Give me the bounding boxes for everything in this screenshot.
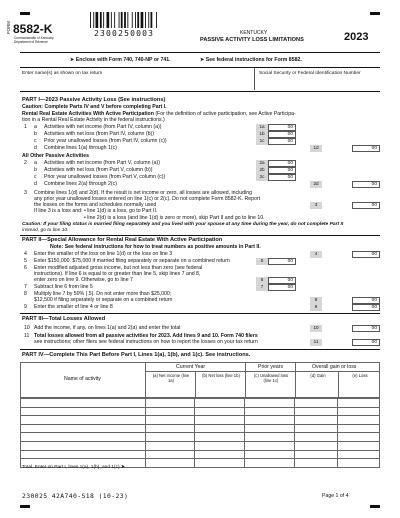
amount-11[interactable]: 00 [352, 339, 380, 346]
taxpayer-name-label: Enter name(s) as shown on tax return [22, 71, 103, 76]
amount-10[interactable]: 00 [352, 325, 380, 332]
amount-cell[interactable] [295, 424, 338, 433]
amount-cell[interactable] [245, 433, 295, 442]
part2-title: PART II—Special Allowance for Rental Real Estate With Active Participation [22, 237, 223, 243]
activity-name-cell[interactable] [21, 399, 146, 408]
line-1d-label: Combine lines 1(a) through 1(c) [44, 145, 117, 151]
col-a-header: (a) Net income (line 1a) [152, 373, 190, 383]
footer-code: 230025 42A740-S18 (10-23) [22, 492, 129, 500]
amount-7[interactable]: 00 [268, 284, 296, 291]
line-letter: b [34, 167, 37, 173]
registration-mark [370, 12, 380, 15]
amount-cell[interactable] [338, 433, 380, 442]
line-7-label: Subtract line 6 from line 5 [34, 284, 93, 290]
amount-2c[interactable]: 00 [268, 174, 296, 181]
line-box-5: 5 [256, 258, 268, 265]
table-row [21, 441, 380, 450]
line-number: 7 [24, 284, 27, 290]
activity-name-cell[interactable] [21, 433, 146, 442]
col-divider [195, 371, 196, 398]
amount-cell[interactable] [245, 424, 295, 433]
caution-separate-b: instead, go to line 10. [22, 228, 69, 233]
line-letter: d [34, 145, 37, 151]
amount-cell[interactable] [195, 441, 245, 450]
table-row [21, 433, 380, 442]
line-box-6: 6 [256, 277, 268, 284]
activity-name-cell[interactable] [21, 450, 146, 459]
table-row [21, 424, 380, 433]
line-box-11: 11 [310, 339, 322, 346]
group-prior-header: Prior years [258, 364, 284, 370]
line-8-text-b: $12,500 if filing separately or separate on a combined return [34, 297, 173, 303]
barcode [90, 12, 180, 28]
line-8-text-a: Multiply line 7 by 50% (.5). Do not enter more than $25,000; [34, 291, 172, 297]
col-c-header: (c) Unallowed loss (line 1c) [253, 373, 289, 383]
col-b-header: (b) Net loss (line 1b) [202, 373, 240, 378]
line-number: 9 [24, 304, 27, 310]
col-d-header: (d) Gain [310, 373, 326, 378]
barcode-number: 2300250003 [94, 29, 155, 38]
amount-cell[interactable] [338, 424, 380, 433]
amount-5[interactable]: 00 [268, 258, 296, 265]
amount-cell[interactable] [338, 399, 380, 408]
line-number: 5 [24, 258, 27, 264]
line-6-text-a: Enter modified adjusted gross income, but not less than zero (see federal [34, 265, 203, 271]
line-letter: b [34, 131, 37, 137]
agency-line2: Department of Revenue [14, 40, 48, 44]
amount-cell[interactable] [145, 399, 195, 408]
line-11-text-a: Total losses allowed from all passive activities for 2023. Add lines 9 and 10. Form 740 filers [34, 333, 258, 339]
part1-title: PART I—2023 Passive Activity Loss (See instructions) [22, 97, 166, 103]
line-5-label: Enter $150,000. $75,000 if married filing separately or separate on a combined return [34, 258, 230, 264]
line-1a-label: Activities with net income (from Part IV, column (a)) [44, 124, 162, 130]
line-3-text-a: Combine lines 1(d) and 2(d). If the result is net income or zero, all losses are allowed, including [34, 190, 252, 196]
line-3-option-1: line 1(d) is a loss, go to Part II. [87, 208, 158, 214]
amount-cell[interactable] [145, 416, 195, 425]
amount-cell[interactable] [338, 450, 380, 459]
amount-cell[interactable] [338, 407, 380, 416]
line-6-text-b: instructions). If line 6 is equal to or greater than line 5, skip lines 7 and 8, [34, 271, 201, 277]
amount-cell[interactable] [145, 433, 195, 442]
row-divider [145, 371, 380, 372]
amount-3[interactable]: 00 [352, 202, 380, 209]
amount-1d[interactable]: 00 [352, 145, 380, 152]
agency-line1: Commonwealth of Kentucky [14, 36, 54, 40]
col-name-header: Name of activity [64, 376, 101, 382]
divider [20, 91, 380, 92]
line-box-10: 10 [310, 325, 322, 332]
amount-cell[interactable] [245, 459, 295, 468]
form-title: PASSIVE ACTIVITY LOSS LIMITATIONS [200, 37, 304, 43]
enclose-note: ➤ Enclose with Form 740, 740-NP or 741. [70, 57, 171, 63]
line-box-1d: 1d [310, 145, 322, 152]
registration-mark [20, 505, 30, 508]
page-number: Page 1 of 4 [322, 493, 349, 499]
amount-cell[interactable] [195, 450, 245, 459]
line-3-text-e: • line 1(d) is a loss, go to Part II. [84, 208, 158, 214]
part4-title: PART IV—Complete This Part Before Part I, Lines 1(a), 1(b), and 1(c). See instructions. [22, 352, 251, 358]
col-e-header: (e) Loss [352, 373, 368, 378]
taxpayer-ssn-label: Social Security or Federal Identification Number [259, 71, 361, 76]
line-box-2c: 2c [256, 174, 268, 181]
amount-cell[interactable] [245, 407, 295, 416]
line-box-2a: 2a [256, 160, 268, 167]
line-1c-label: Prior year unallowed losses (from Part IV, column (c)) [44, 138, 167, 144]
line-number: 1 [24, 124, 27, 130]
amount-6[interactable]: 00 [268, 277, 296, 284]
line-10-label: Add the income, if any, on lines 1(a) and 2(a) and enter the total [34, 325, 181, 331]
amount-1c[interactable]: 00 [268, 138, 296, 145]
line-letter: a [34, 124, 37, 130]
table-row [21, 407, 380, 416]
line-box-2d: 2d [310, 181, 322, 188]
amount-cell[interactable] [295, 399, 338, 408]
line-number: 8 [24, 291, 27, 297]
form-number: 8582-K [13, 22, 53, 36]
rental-heading-rest: (For the definition of active participation, see Active Participa- [153, 111, 296, 117]
line-box-3: 3 [310, 202, 322, 209]
amount-cell[interactable] [295, 407, 338, 416]
line-6-text-c: enter zero on line 9. Otherwise, go to line 7 [34, 277, 133, 283]
line-box-2b: 2b [256, 167, 268, 174]
amount-cell[interactable] [245, 416, 295, 425]
col-divider [245, 362, 246, 398]
line-box-1c: 1c [256, 138, 268, 145]
form-prefix: FORM [6, 21, 11, 34]
amount-cell[interactable] [245, 441, 295, 450]
part2-note: Note: See federal instructions for how to treat numbers as positive amounts in Part II. [50, 244, 261, 250]
amount-cell[interactable] [245, 450, 295, 459]
line-number: 3 [24, 190, 27, 196]
amount-9[interactable]: 00 [352, 304, 380, 311]
col-divider [145, 362, 146, 398]
line-4-label: Enter the smaller of the loss on line 1(d) or the loss on line 3 [34, 251, 173, 257]
line-2c-label: Prior year unallowed losses (from Part V, column (c)) [44, 174, 166, 180]
activity-name-cell[interactable] [21, 416, 146, 425]
amount-cell[interactable] [295, 459, 338, 468]
line-3-text-c: the losses on the forms and schedules normally used [34, 202, 157, 208]
line-number: 6 [24, 265, 27, 271]
divider [20, 235, 380, 236]
registration-mark [370, 505, 380, 508]
part3-title: PART III—Total Losses Allowed [22, 316, 106, 322]
amount-cell[interactable] [295, 441, 338, 450]
line-box-4: 4 [310, 251, 322, 258]
amount-cell[interactable] [195, 459, 245, 468]
line-box-9: 9 [310, 304, 322, 311]
registration-mark [20, 12, 30, 15]
line-number: 10 [24, 325, 30, 331]
other-passive-heading: All Other Passive Activities [22, 153, 89, 159]
divider [20, 349, 380, 350]
total-label: Total. Enter on Part I, lines 1(a), 1(b), and 1(c) ➤ [22, 465, 125, 470]
amount-cell[interactable] [145, 450, 195, 459]
amount-cell[interactable] [295, 416, 338, 425]
amount-2d[interactable]: 00 [352, 181, 380, 188]
amount-cell[interactable] [195, 407, 245, 416]
line-3-text-f: • line 2(d) is a loss (and line 1(d) is zero or more), skip Part II and go to line 10. [84, 215, 265, 221]
amount-cell[interactable] [195, 433, 245, 442]
amount-cell[interactable] [338, 459, 380, 468]
amount-cell[interactable] [145, 407, 195, 416]
line-3-text-b: any prior year unallowed losses entered on line 1(c) or 2(c). Do not complete Form 8582-K. Report [34, 196, 261, 202]
divider [20, 313, 380, 314]
table-row [21, 450, 380, 459]
amount-cell[interactable] [145, 424, 195, 433]
tax-year: 2023 [344, 31, 369, 43]
amount-4[interactable]: 00 [352, 251, 380, 258]
amount-cell[interactable] [195, 416, 245, 425]
table-row [21, 399, 380, 408]
line-box-1b: 1b [256, 131, 268, 138]
activity-table [20, 398, 380, 468]
amount-cell[interactable] [338, 441, 380, 450]
rental-heading-bold: Rental Real Estate Activities With Active Participation [22, 111, 154, 117]
table-row [21, 416, 380, 425]
activity-name-cell[interactable] [21, 424, 146, 433]
line-number: 2 [24, 160, 27, 166]
line-3-text-d: If line 3 is a loss and: [34, 208, 83, 214]
line-2b-label: Activities with net loss (from Part V, column (b)) [44, 167, 153, 173]
amount-2b[interactable]: 00 [268, 167, 296, 174]
col-divider [295, 362, 296, 398]
line-box-7: 7 [256, 284, 268, 291]
amount-1b[interactable]: 00 [268, 131, 296, 138]
amount-cell[interactable] [338, 416, 380, 425]
line-letter: a [34, 160, 37, 166]
part1-caution: Caution: Complete Parts IV and V before completing Part I. [22, 104, 167, 110]
line-2d-label: Combine lines 2(a) through 2(c) [44, 181, 117, 187]
line-9-label: Enter the smaller of line 4 or line 8 [34, 304, 113, 310]
line-11-text-b: see instructions; other filers see federal instructions on how to report the losses on your tax return [34, 339, 258, 345]
amount-cell[interactable] [295, 433, 338, 442]
group-overall-header: Overall gain or loss [312, 364, 357, 370]
line-2a-label: Activities with net income (from Part V, column (a)) [44, 160, 160, 166]
amount-cell[interactable] [145, 459, 195, 468]
amount-8[interactable]: 00 [352, 297, 380, 304]
amount-1a[interactable]: 00 [268, 124, 296, 131]
line-box-1a: 1a [256, 124, 268, 131]
rental-heading-line2: tion in a Rental Real Estate Activity in the federal instructions.) [22, 117, 165, 123]
amount-cell[interactable] [145, 441, 195, 450]
divider [20, 52, 380, 53]
instructions-note: ➤ See federal instructions for Form 8582. [200, 57, 302, 63]
col-divider [338, 371, 339, 398]
activity-name-cell[interactable] [21, 441, 146, 450]
line-letter: c [34, 138, 37, 144]
amount-cell[interactable] [245, 399, 295, 408]
amount-cell[interactable] [195, 399, 245, 408]
line-letter: c [34, 174, 37, 180]
amount-2a[interactable]: 00 [268, 160, 296, 167]
line-box-8: 8 [310, 297, 322, 304]
activity-name-cell[interactable] [21, 407, 146, 416]
state-label: KENTUCKY [240, 30, 268, 36]
line-1b-label: Activities with net loss (from Part IV, column (b)) [44, 131, 154, 137]
group-current-header: Current Year [176, 364, 206, 370]
line-number: 11 [24, 333, 30, 339]
amount-cell[interactable] [195, 424, 245, 433]
line-letter: d [34, 181, 37, 187]
amount-cell[interactable] [295, 450, 338, 459]
line-number: 4 [24, 251, 27, 257]
line-3-option-2: line 2(d) is a loss (and line 1(d) is zero or more), skip Part II and go to line 10. [87, 215, 265, 221]
caution-separate: Caution: If your filing status is married filing separately and you lived with your spouse at any time during the year, do not complete Part II [22, 222, 344, 227]
